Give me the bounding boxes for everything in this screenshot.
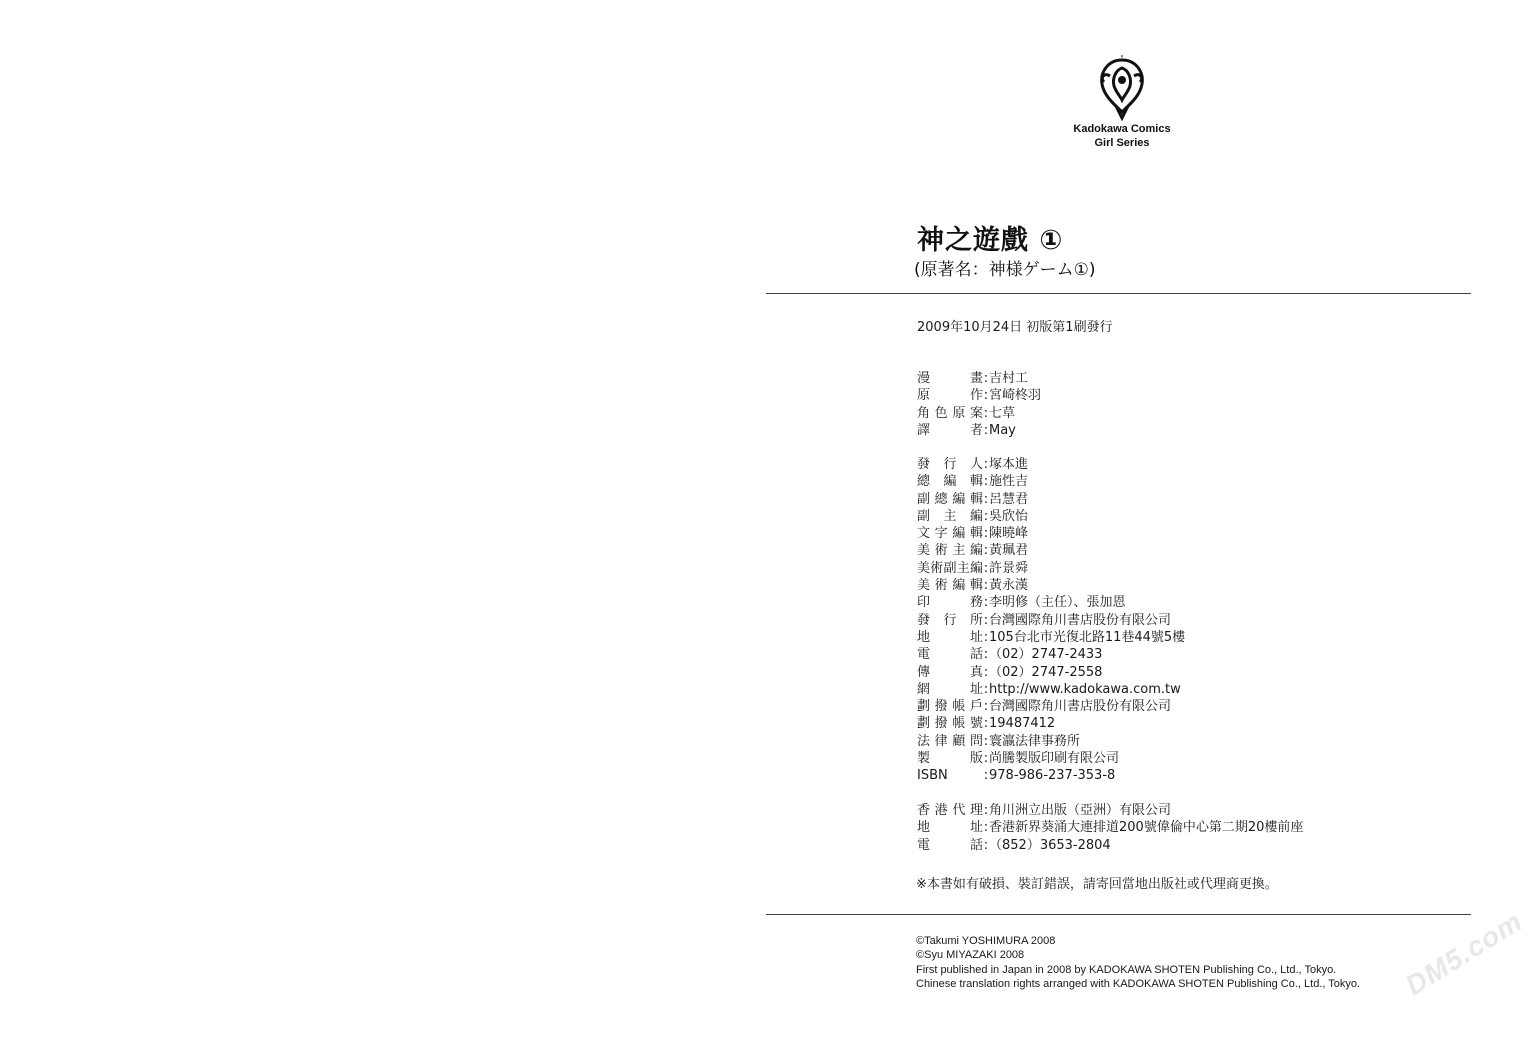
credit-separator: : xyxy=(983,629,989,645)
divider-top xyxy=(766,293,1471,294)
credit-row xyxy=(917,802,1303,819)
credit-row xyxy=(917,750,1185,767)
credit-row xyxy=(917,681,1185,698)
credit-separator: : xyxy=(983,820,989,836)
credit-separator: : xyxy=(983,612,989,628)
credit-label: 美術主編 xyxy=(917,543,983,559)
credit-value: 尚騰製版印刷有限公司 xyxy=(989,751,1120,767)
return-notice: ※本書如有破損、裝訂錯誤，請寄回當地出版社或代理商更換。 xyxy=(916,877,1278,892)
credit-value: 吉村工 xyxy=(989,371,1029,386)
copyright-block xyxy=(916,934,1360,991)
watermark: DM5.com xyxy=(1400,905,1528,1002)
credit-value: 黃珮君 xyxy=(989,543,1029,559)
credit-separator: : xyxy=(983,457,989,472)
credit-value: 978-986-237-353-8 xyxy=(989,768,1116,784)
credit-value: 黃永漢 xyxy=(989,578,1029,594)
credit-label: 印務 xyxy=(917,595,983,611)
credit-row xyxy=(917,767,1185,784)
credit-row xyxy=(917,664,1185,681)
credit-value: 105台北市光復北路11巷44號5樓 xyxy=(989,629,1186,645)
credit-separator: : xyxy=(983,405,989,421)
edition-date: 2009年10月24日 初版第1刷發行 xyxy=(917,320,1113,335)
credit-row xyxy=(917,525,1185,542)
credit-label: 法律顧問 xyxy=(917,733,983,749)
credit-value: （852）3653-2804 xyxy=(989,837,1111,853)
credit-row xyxy=(917,733,1185,750)
credit-separator: : xyxy=(983,508,989,524)
credit-separator: : xyxy=(983,422,989,438)
credit-separator: : xyxy=(983,681,989,697)
credit-value: 吳欣怡 xyxy=(989,508,1029,524)
credit-label: 譯者 xyxy=(917,422,983,438)
credit-row xyxy=(917,612,1185,629)
credit-value: 七草 xyxy=(989,405,1016,421)
copyright-line: ©Syu MIYAZAKI 2008 xyxy=(916,949,1025,962)
credit-row xyxy=(917,577,1185,594)
credit-label: 香港代理 xyxy=(917,803,983,818)
credit-row xyxy=(917,473,1185,490)
credit-separator: : xyxy=(983,578,989,594)
credit-value: http://www.kadokawa.com.tw xyxy=(989,681,1181,697)
credit-value: 施性吉 xyxy=(989,474,1029,490)
credit-row xyxy=(917,560,1185,577)
publisher-logo xyxy=(1072,52,1172,150)
credit-value: 塚本進 xyxy=(989,457,1029,472)
credit-row xyxy=(917,542,1185,559)
credit-label: 網址 xyxy=(917,681,983,697)
credit-label: 漫畫 xyxy=(917,371,983,386)
credit-label: 美術編輯 xyxy=(917,578,983,594)
credit-value: 19487412 xyxy=(989,716,1056,732)
credit-label: 發行人 xyxy=(917,457,983,472)
credit-row xyxy=(917,491,1185,508)
credit-row xyxy=(917,594,1185,611)
credit-row xyxy=(917,508,1185,525)
credit-separator: : xyxy=(983,837,989,853)
copyright-line: Chinese translation rights arranged with KADOKAWA SHOTEN Publishing Co., Ltd., Tokyo. xyxy=(916,977,1361,990)
credit-separator: : xyxy=(983,768,989,784)
phoenix-emblem-icon xyxy=(1090,52,1154,122)
credit-label: 劃撥帳號 xyxy=(917,716,983,732)
logo-line-2: Girl Series xyxy=(1094,137,1150,149)
credits-creators xyxy=(917,370,1041,439)
credit-value: 宮崎柊羽 xyxy=(989,388,1042,404)
credit-separator: : xyxy=(983,699,989,715)
copyright-line: ©Takumi YOSHIMURA 2008 xyxy=(916,935,1056,947)
credit-label: 電話 xyxy=(917,837,983,853)
credit-separator: : xyxy=(983,647,989,663)
credit-row xyxy=(917,370,1041,387)
credit-separator: : xyxy=(983,716,989,732)
credit-value: 台灣國際角川書店股份有限公司 xyxy=(989,612,1172,628)
credit-value: 許景舜 xyxy=(989,560,1029,576)
credit-label: 美術副主編 xyxy=(917,560,983,576)
credit-separator: : xyxy=(983,595,989,611)
credit-label: 傳真 xyxy=(917,664,983,680)
credit-row xyxy=(917,405,1041,422)
credit-separator: : xyxy=(983,543,989,559)
credit-label: 總編輯 xyxy=(917,474,983,490)
book-title: 神之遊戲 ① xyxy=(917,225,1064,256)
credit-value: 呂慧君 xyxy=(989,491,1029,507)
original-title: (原著名：神様ゲーム①) xyxy=(914,260,1096,280)
credit-value: 角川洲立出版（亞洲）有限公司 xyxy=(989,803,1172,818)
credit-separator: : xyxy=(983,526,989,542)
credit-label: 劃撥帳戶 xyxy=(917,699,983,715)
credit-label: 發行所 xyxy=(917,612,983,628)
credit-row xyxy=(917,715,1185,732)
credit-row xyxy=(917,646,1185,663)
copyright-line: First published in Japan in 2008 by KADOKAWA SHOTEN Publishing Co., Ltd., Tokyo. xyxy=(916,963,1337,976)
divider-bottom xyxy=(766,914,1471,915)
credits-hk-agent xyxy=(917,802,1303,854)
credit-separator: : xyxy=(983,474,989,490)
credit-value: 陳曉峰 xyxy=(989,526,1029,542)
credit-label: 副主編 xyxy=(917,508,983,524)
credits-publisher xyxy=(917,456,1185,785)
credit-label: 地址 xyxy=(917,820,983,836)
credit-value: May xyxy=(989,422,1016,438)
credit-value: 寰瀛法律事務所 xyxy=(989,733,1081,749)
credit-row xyxy=(917,837,1303,854)
credit-separator: : xyxy=(983,371,989,386)
credit-label: 角色原案 xyxy=(917,405,983,421)
credit-value: 台灣國際角川書店股份有限公司 xyxy=(989,699,1172,715)
credit-value: 李明修（主任）、張加恩 xyxy=(989,595,1126,611)
credit-value: （02）2747-2433 xyxy=(989,647,1103,663)
credit-value: 香港新界葵涌大連排道200號偉倫中心第二期20樓前座 xyxy=(989,820,1304,836)
credit-row xyxy=(917,698,1185,715)
credit-label: 電話 xyxy=(917,647,983,663)
credit-row xyxy=(917,387,1041,404)
credit-separator: : xyxy=(983,491,989,507)
credit-label: ISBN xyxy=(917,768,948,784)
credit-value: （02）2747-2558 xyxy=(989,664,1103,680)
credit-label: 製版 xyxy=(917,751,983,767)
credit-row xyxy=(917,819,1303,836)
credit-separator: : xyxy=(983,751,989,767)
credit-row xyxy=(917,456,1185,473)
credit-label: 副總編輯 xyxy=(917,491,983,507)
credit-separator: : xyxy=(983,803,989,818)
credit-separator: : xyxy=(983,664,989,680)
credit-label: 文字編輯 xyxy=(917,526,983,542)
logo-line-1: Kadokawa Comics xyxy=(1073,123,1171,135)
credit-row xyxy=(917,629,1185,646)
credit-separator: : xyxy=(983,388,989,404)
credit-label: 原作 xyxy=(917,388,983,404)
credit-row xyxy=(917,422,1041,439)
credit-separator: : xyxy=(983,560,989,576)
credit-label: 地址 xyxy=(917,629,983,645)
credit-separator: : xyxy=(983,733,989,749)
